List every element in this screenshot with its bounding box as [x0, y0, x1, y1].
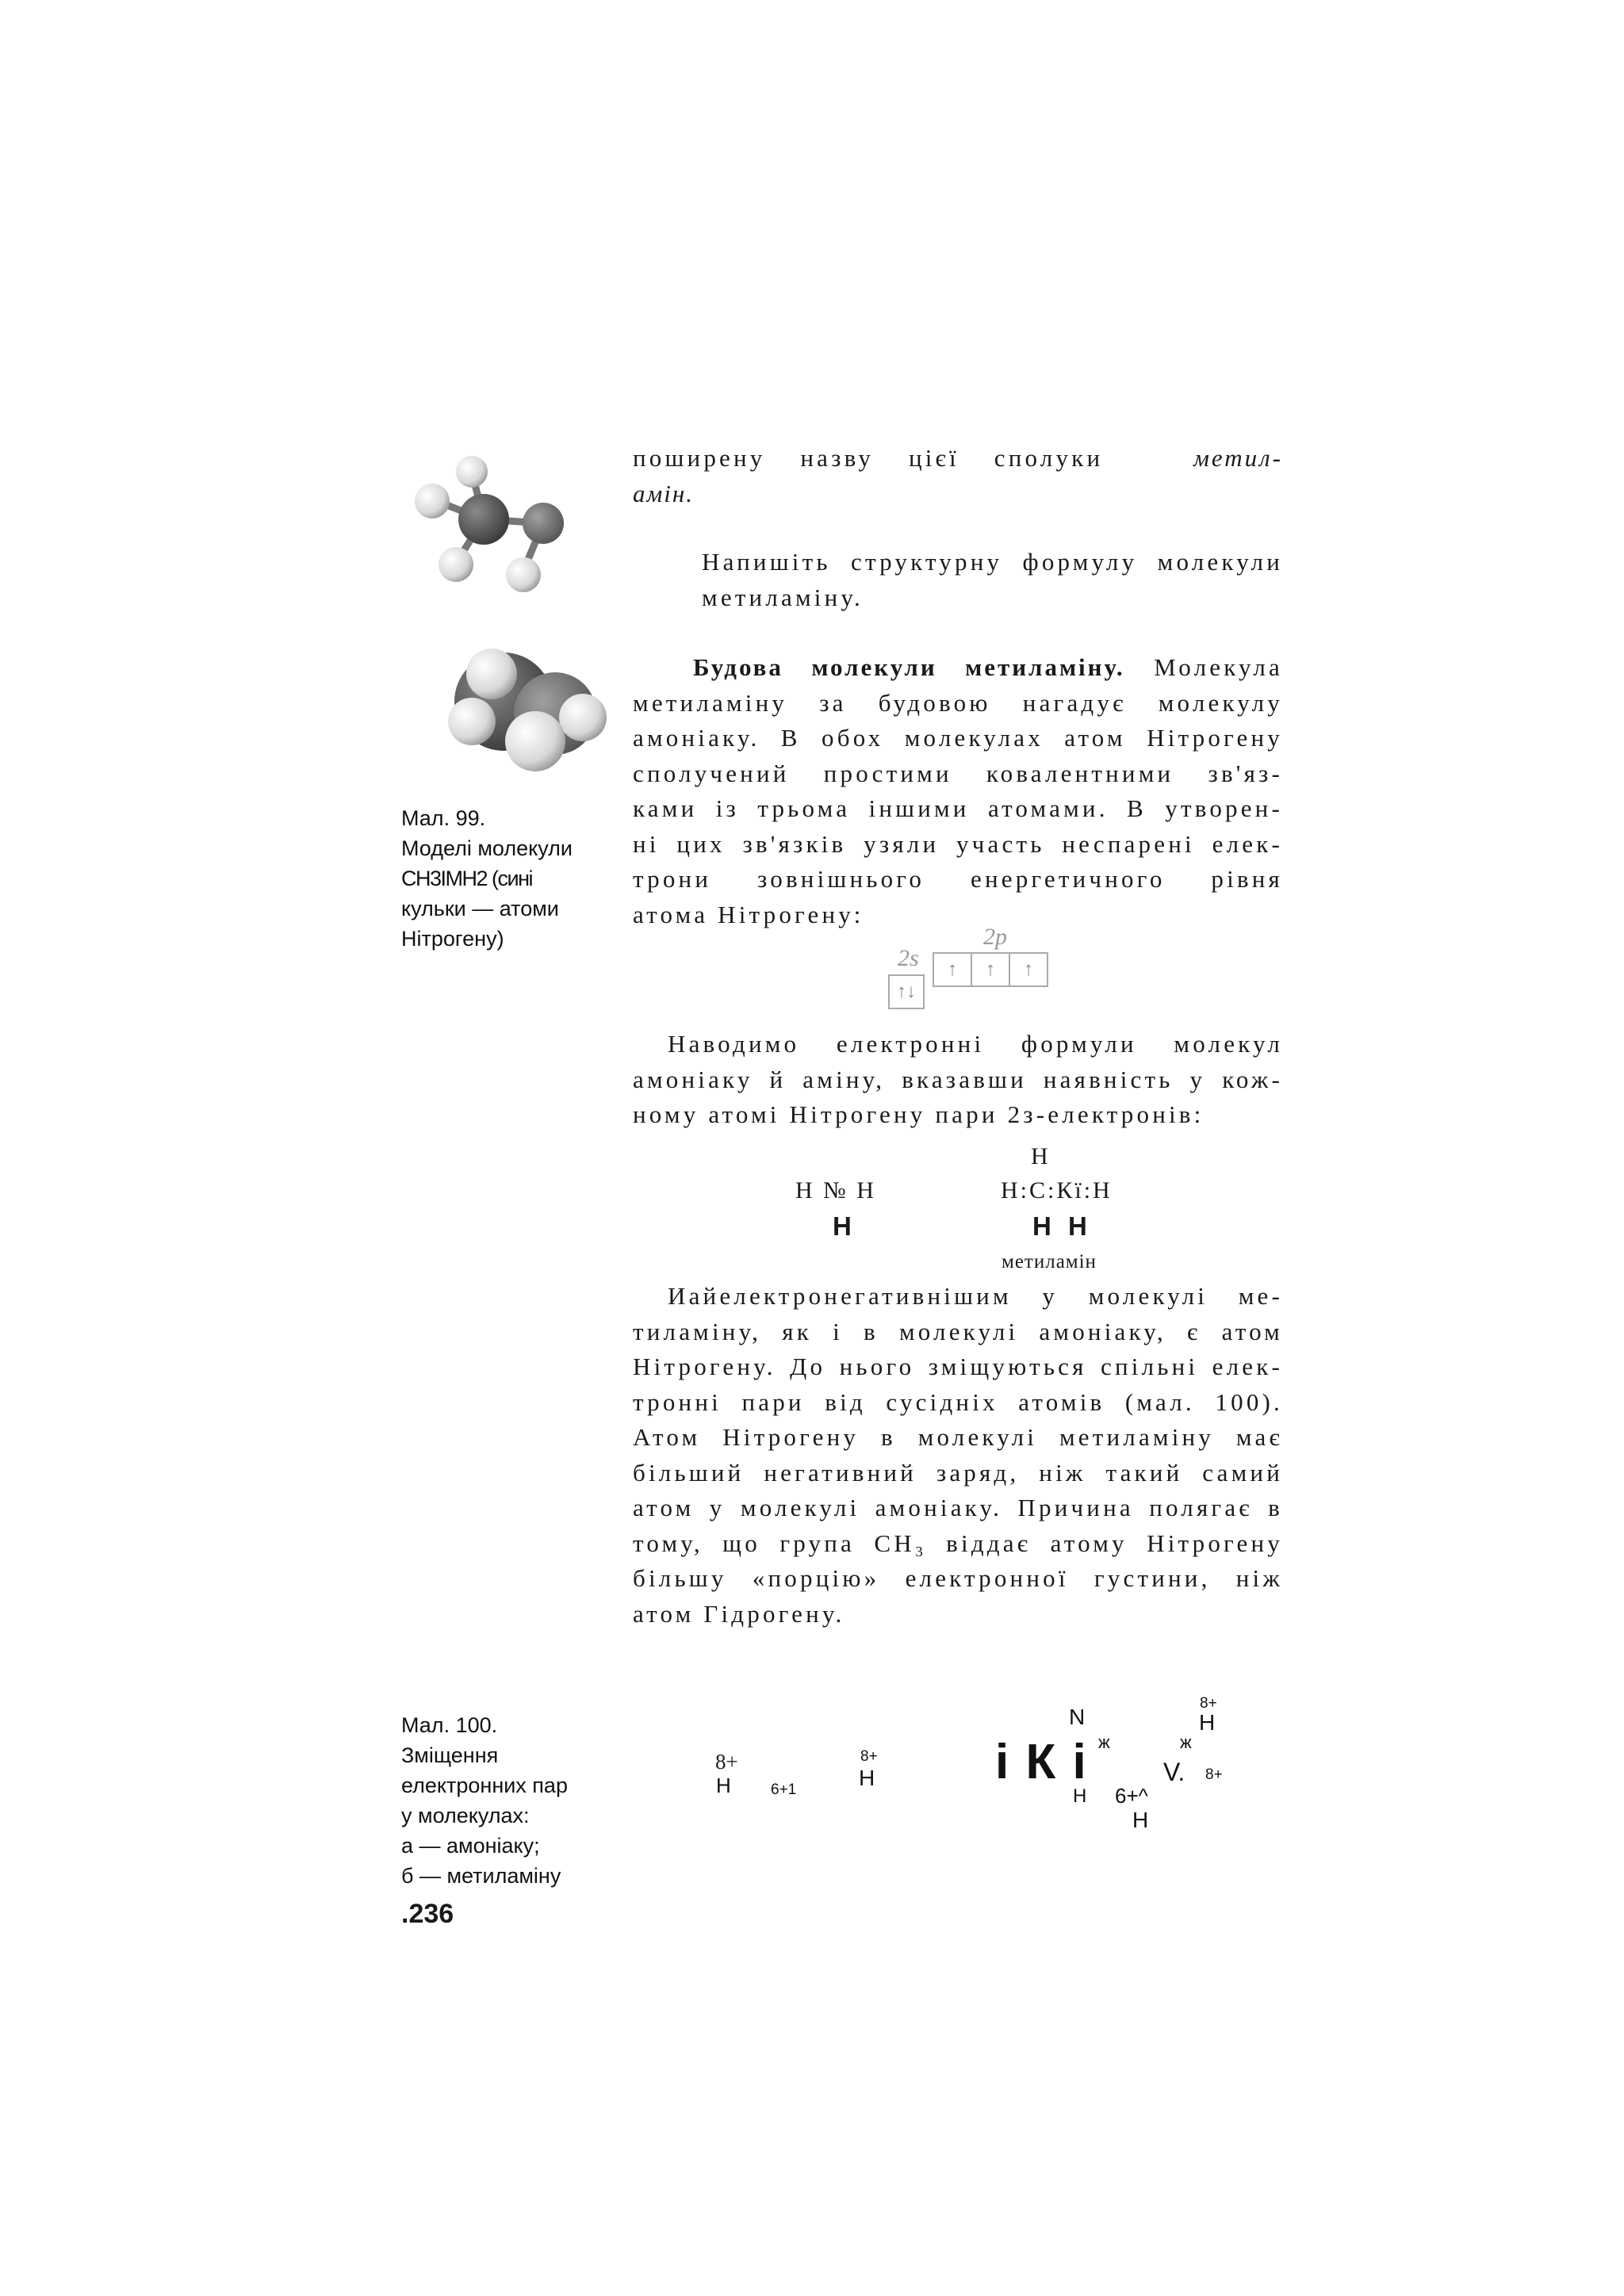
fig100b-hydrogen: H: [1199, 1710, 1216, 1735]
methylamine-top-h: H: [1031, 1143, 1051, 1169]
text-line: Иайелектронегативнішим у молекулі ме-: [668, 1282, 1283, 1310]
text-line: [633, 441, 1283, 476]
text-line: тронні пари від сусідніх атомів (мал. 100).: [633, 1387, 1283, 1416]
figure-100-caption: [401, 1710, 607, 1891]
paragraph-intro: [633, 441, 1283, 511]
caption-line: Моделі молекули: [401, 836, 573, 860]
orbital-2p-label: 2p: [983, 924, 1007, 950]
caption-line: СН3ІМН2 (сині: [401, 867, 533, 890]
page-number: .236: [401, 1899, 454, 1929]
methylamine-electron-formula: H:C:Кї:H: [1001, 1177, 1113, 1203]
text-line: атом Гідрогену.: [633, 1599, 845, 1628]
orbital-2s-cell: ↑↓: [888, 974, 925, 1009]
task-paragraph: [702, 545, 1283, 615]
caption-line: у молекулах:: [401, 1804, 530, 1827]
italic-term: метил-: [1193, 444, 1284, 472]
nitrogen-orbital-diagram: [887, 924, 1061, 1011]
text-line: сполучений простими ковалентними зв'яз-: [633, 759, 1283, 787]
fig100b-nitrogen: N: [1069, 1705, 1086, 1729]
text-line: Атом Нітрогену в молекулі метиламіну має: [633, 1423, 1283, 1451]
paragraph-structure: [633, 650, 1283, 932]
orbital-2p-cell: ↑: [1024, 959, 1033, 980]
text-line: ні цих зв'язків узяли участь неспарені елек-: [633, 829, 1283, 858]
methylamine-space-filling-model: [444, 638, 611, 781]
fig100b-delta: 6+^: [1115, 1784, 1148, 1808]
section-heading: Будова молекули метиламіну.: [693, 653, 1125, 681]
text-line: Нітрогену. До нього зміщуються спільні елек-: [633, 1353, 1283, 1380]
text-line: [633, 650, 1283, 686]
orbital-2p-cell: ↑: [934, 954, 972, 985]
text-line: більший негативний заряд, ніж такий самий: [633, 1458, 1283, 1487]
fig100b-hydrogen: H: [1073, 1785, 1087, 1807]
paragraph-electronegativity: [633, 1279, 1283, 1632]
text-span: поширену назву цієї сполуки: [633, 444, 1104, 472]
text-line: трони зовнішнього енергетичного рівня: [633, 865, 1283, 893]
italic-term: амін.: [633, 479, 695, 507]
text-line: атома Нітрогену:: [633, 900, 864, 928]
caption-line: кульки — атоми: [401, 897, 559, 920]
text-line: Напишіть структурну формулу молекули: [702, 548, 1283, 576]
text-line: ному атомі Нітрогену пари 2з-електронів:: [633, 1100, 1205, 1128]
text-line: [633, 476, 1283, 512]
methylamine-bottom-h: H H: [1032, 1211, 1092, 1241]
text-span: Молекула: [1154, 653, 1283, 681]
caption-line: б — метиламіну: [401, 1864, 561, 1888]
caption-line: Мал. 99.: [401, 806, 486, 830]
text-line: амоніаку й аміну, вказавши наявність у кож-: [633, 1065, 1283, 1093]
text-line: Наводимо електронні формули молекул: [668, 1030, 1283, 1058]
text-line: ками із трьома іншими атомами. В утворен-: [633, 794, 1283, 822]
text-line: метиламіну за будовою нагадує молекулу: [633, 688, 1283, 717]
fig100a-delta-minus: 6+1: [771, 1781, 797, 1798]
caption-line: Зміщення: [401, 1743, 499, 1767]
methylamine-ball-stick-model: [396, 444, 579, 603]
orbital-2p-cells: [933, 952, 1048, 987]
caption-line: Мал. 100.: [401, 1713, 498, 1737]
methylamine-label: метиламін: [1002, 1251, 1097, 1272]
fig100a-delta-plus: 8+: [715, 1750, 738, 1774]
text-line: більшу «порцію» електронної густини, ніж: [633, 1564, 1283, 1592]
fig100b-molecule-text: і К і: [995, 1735, 1088, 1789]
figure-99-caption: [401, 803, 615, 954]
caption-line: а — амоніаку;: [401, 1834, 540, 1858]
caption-line: Нітрогену): [401, 927, 504, 951]
ammonia-electron-formula: H № H: [795, 1177, 876, 1203]
fig100b-arrow-mark: ж: [1180, 1732, 1192, 1752]
fig100b-hydrogen: H: [1132, 1808, 1149, 1832]
text-line: тому, що група СН₃ віддає атому Нітрогену: [633, 1529, 1283, 1557]
paragraph-electron-formulas: [633, 1027, 1283, 1133]
text-line: амоніаку. В обох молекулах атом Нітрогену: [633, 724, 1283, 752]
fig100b-delta-plus: 8+: [1205, 1766, 1223, 1783]
text-line: тиламіну, як і в молекулі амоніаку, є атом: [633, 1317, 1283, 1345]
orbital-2s-label: 2s: [898, 945, 919, 971]
fig100a-hydrogen: H: [859, 1766, 875, 1790]
caption-line: електронних пар: [401, 1774, 568, 1797]
fig100b-delta-plus: 8+: [1200, 1695, 1217, 1712]
fig100b-bond-mark: V.: [1163, 1758, 1185, 1786]
fig100a-delta-plus: 8+: [860, 1748, 878, 1765]
ammonia-bottom-h: H: [833, 1211, 856, 1241]
fig100a-hydrogen: H: [716, 1774, 731, 1797]
text-line: метиламіну.: [702, 583, 864, 611]
fig100b-arrow-mark: ж: [1098, 1732, 1110, 1752]
orbital-2p-cell: ↑: [972, 954, 1010, 985]
text-line: атом у молекулі амоніаку. Причина полягає в: [633, 1494, 1283, 1521]
